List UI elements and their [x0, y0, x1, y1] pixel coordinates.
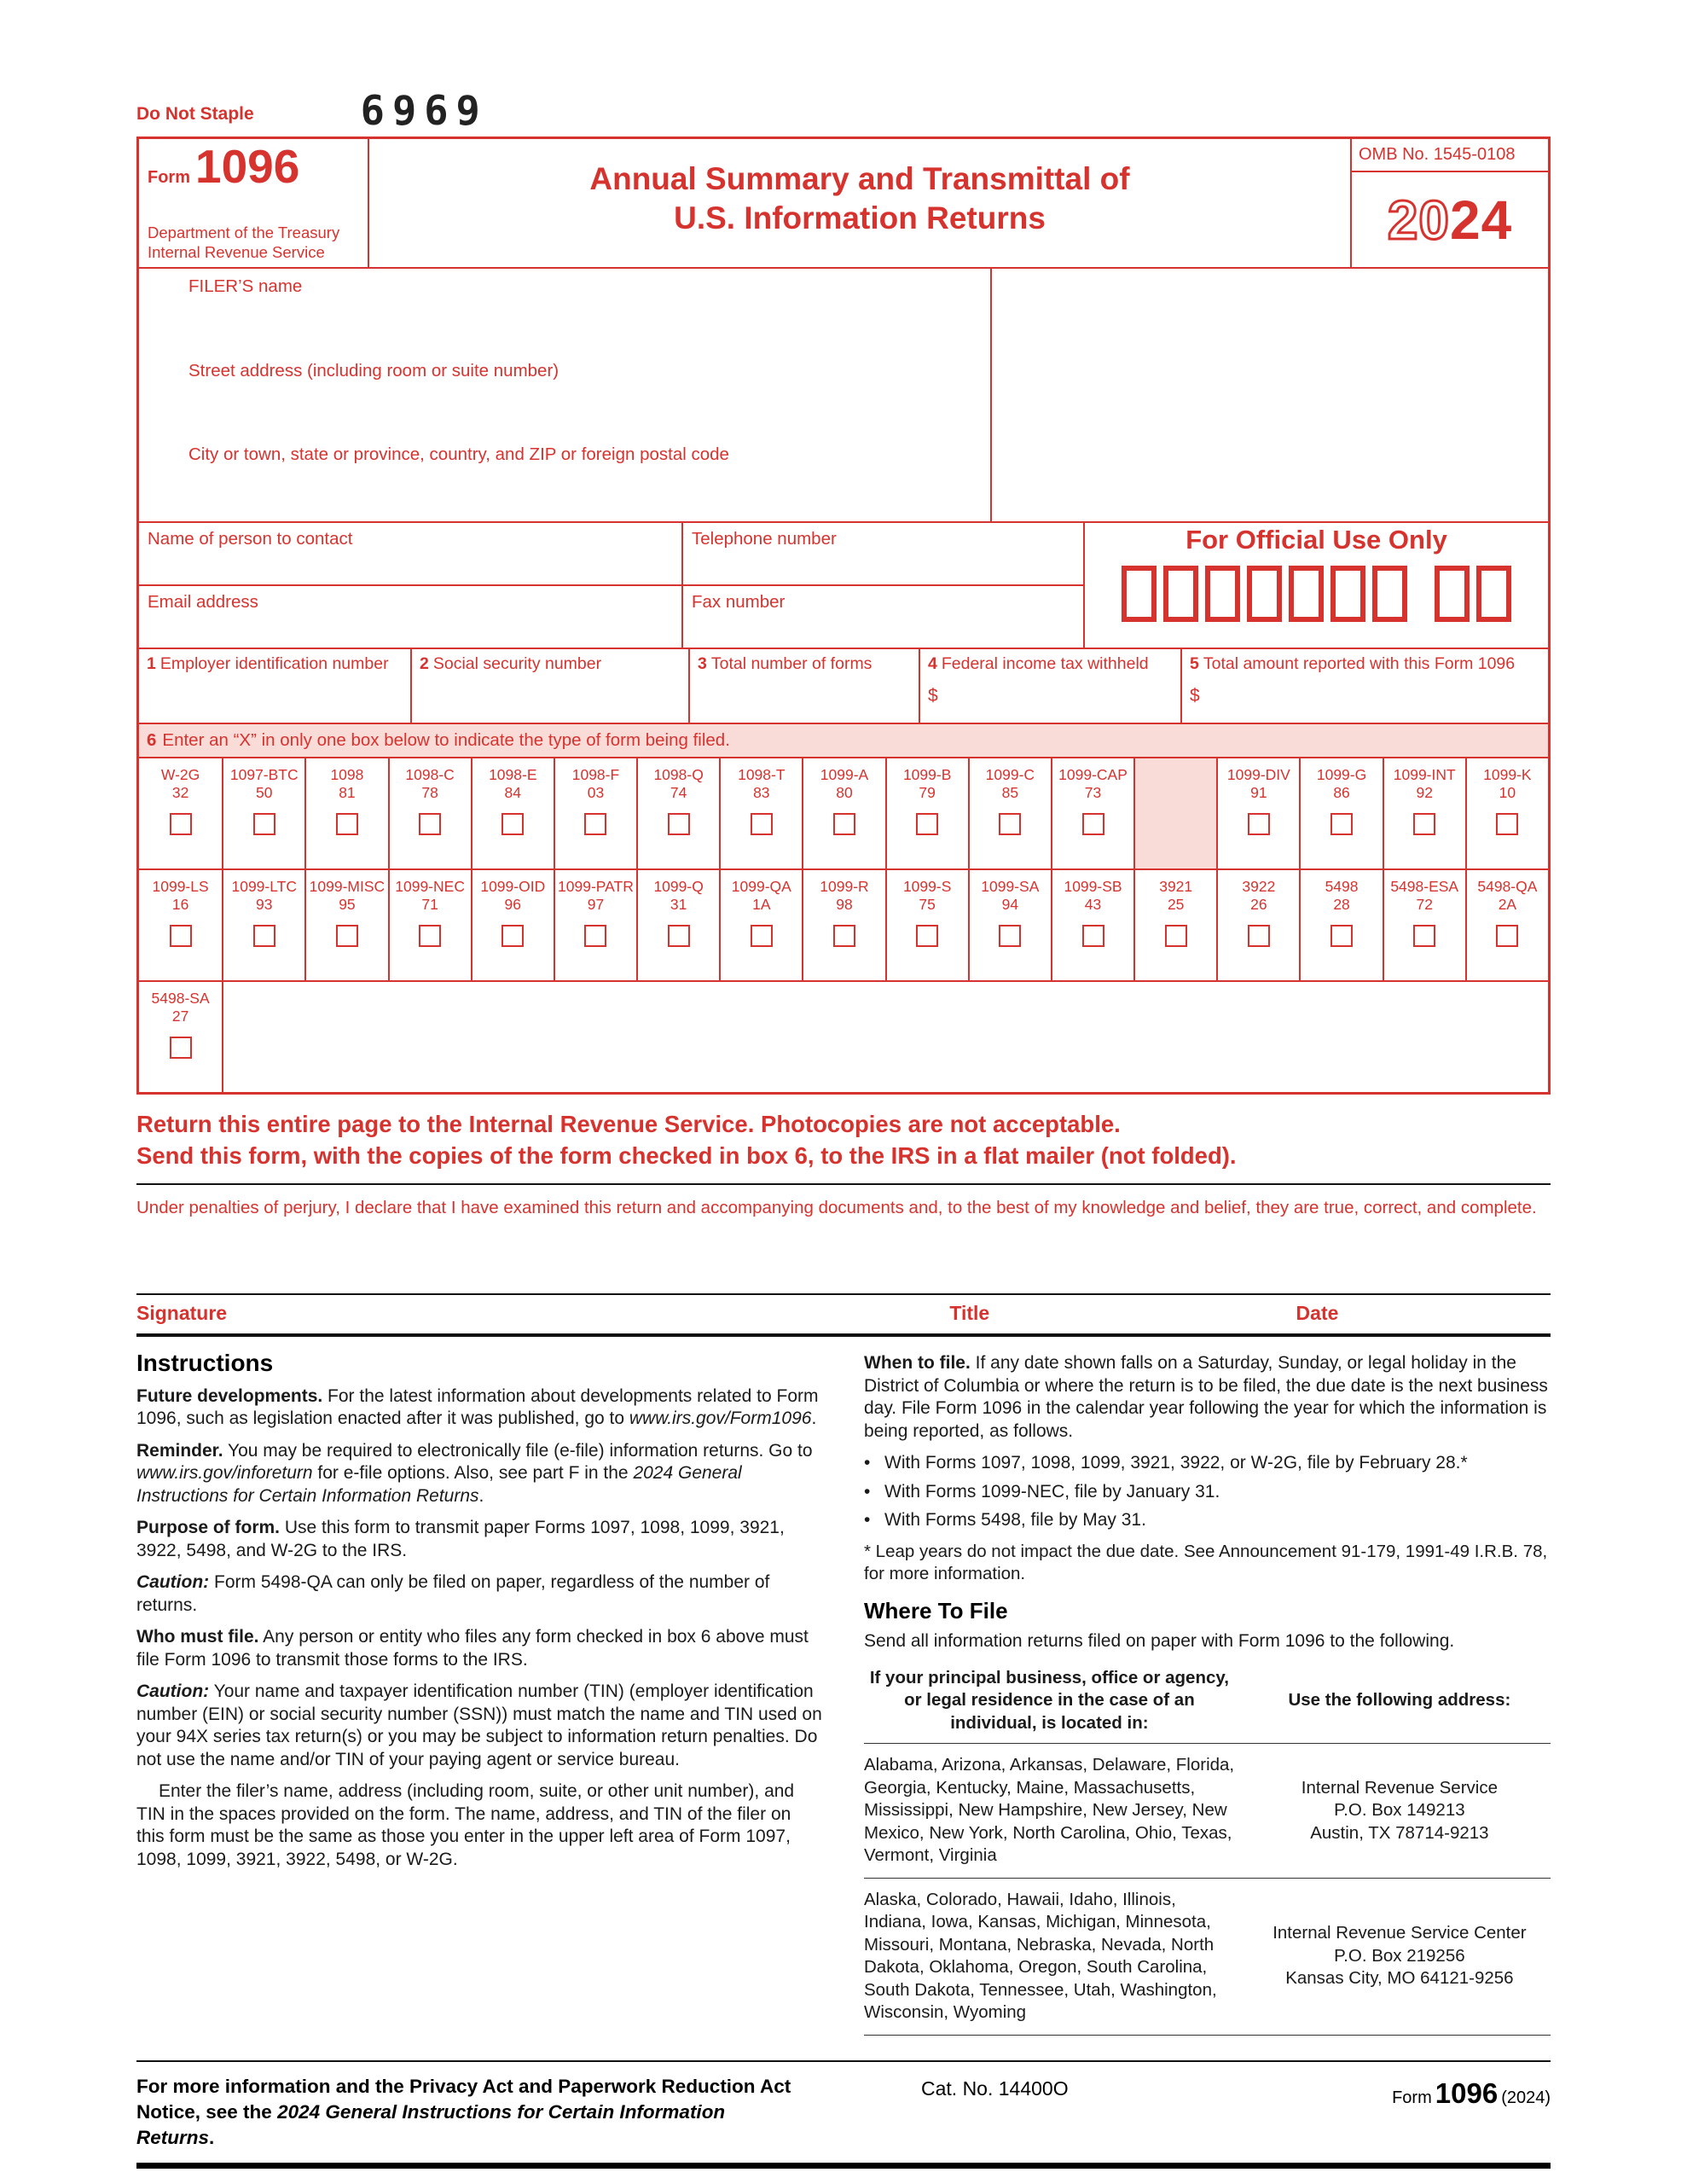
form-type-1099ltc [222, 870, 304, 980]
checkbox-1099misc[interactable] [336, 925, 358, 947]
form-type-row-1 [139, 757, 1548, 868]
checkbox-1099div[interactable] [1248, 813, 1270, 835]
form-type-code: 75 [919, 896, 936, 913]
form-type-code: 78 [421, 784, 438, 801]
telephone-field[interactable] [681, 523, 1083, 584]
form-type-1099b [885, 758, 968, 868]
checkbox-1099s[interactable] [916, 925, 938, 947]
date-label: Date [1296, 1302, 1339, 1324]
form-type-label: 5498-SA [151, 990, 210, 1007]
ssn-field-number: 2 [420, 654, 429, 673]
form-type-1099sb [1051, 870, 1133, 980]
checkbox-w2g[interactable] [170, 813, 192, 835]
total-amount-label: Total amount reported with this Form 1096 [1203, 654, 1516, 673]
where-table-row [864, 1879, 1551, 2036]
official-use-box [1330, 566, 1365, 622]
form-type-code: 27 [171, 1008, 189, 1025]
form-type-code: 32 [171, 784, 189, 801]
form-type-code: 92 [1416, 784, 1433, 801]
tax-withheld-field[interactable] [919, 649, 1180, 723]
street-address-field[interactable] [139, 353, 990, 438]
form-type-code: 2A [1498, 896, 1517, 913]
form-type-code: 95 [339, 896, 356, 913]
form-type-1099q [636, 870, 719, 980]
form-type-code: 85 [1001, 784, 1019, 801]
form-type-1099a [802, 758, 884, 868]
form-type-label: 1098-E [489, 766, 537, 783]
top-line [136, 88, 1551, 135]
form-type-label: 1099-OID [480, 878, 546, 895]
contact-name-field[interactable] [139, 523, 681, 584]
form-type-1098q [636, 758, 719, 868]
scanline-code: 6969 [360, 88, 488, 135]
form-type-code: 81 [339, 784, 356, 801]
form-type-label: W-2G [160, 766, 200, 783]
bullet-icon: • [864, 1481, 871, 1502]
para-enter-filer: Enter the filer’s name, address (including room, suite, or other unit number), and TIN in the spaces provided on the form. The name, address, and TIN of the filer on this form must be the same as those you enter in the upper left area of Form 1097, 1098, 1099, 3921, 3922, 5498, or W-2G. [136, 1781, 795, 1869]
form-type-label: 1099-Q [653, 878, 704, 895]
telephone-label: Telephone number [692, 529, 837, 549]
form-type-1099s [885, 870, 968, 980]
form-type-code: 93 [256, 896, 273, 913]
box6-text: Enter an “X” in only one box below to indicate the type of form being filed. [162, 730, 730, 750]
form-type-label: 3922 [1242, 878, 1276, 895]
filer-blank-area [992, 269, 1548, 521]
states-list: Alabama, Arizona, Arkansas, Delaware, Florida, Georgia, Kentucky, Maine, Massachusetts, Mississippi, New Hampshire, New Jersey, New Mexico, New York, North Carolina, Ohio, Texas, Vermont, Virginia [864, 1755, 1235, 1865]
official-use-box [1205, 566, 1240, 622]
form-type-code: 1A [752, 896, 771, 913]
form-type-code: 84 [504, 784, 522, 801]
dollar-sign: $ [928, 686, 938, 706]
tax-withheld-label: Federal income tax withheld [941, 654, 1149, 673]
checkbox-1099k[interactable] [1496, 813, 1518, 835]
ssn-field-label: Social security number [432, 654, 602, 673]
contact-grid [139, 523, 1083, 648]
official-use-box [1247, 566, 1282, 622]
form-type-5498 [1299, 870, 1382, 980]
para-purpose: Purpose of form. Use this form to transmit paper Forms 1097, 1098, 1099, 3921, 3922, 5498, and W-2G to the IRS. [136, 1518, 785, 1560]
checkbox-1099g[interactable] [1330, 813, 1353, 835]
official-use-label: For Official Use Only [1186, 525, 1447, 555]
total-amount-number: 5 [1190, 654, 1199, 673]
checkbox-1099patr[interactable] [584, 925, 606, 947]
return-notice-2: Send this form, with the copies of the form checked in box 6, to the IRS in a flat mailer (not folded). [136, 1142, 1237, 1169]
form-type-3921 [1133, 870, 1216, 980]
form-type-label: 1099-NEC [395, 878, 465, 895]
checkbox-5498[interactable] [1330, 925, 1353, 947]
checkbox-1098[interactable] [336, 813, 358, 835]
form-title-line-2: U.S. Information Returns [674, 200, 1046, 235]
form-type-code: 43 [1084, 896, 1102, 913]
footer-form-year: (2024) [1501, 2088, 1551, 2107]
form-type-code: 31 [670, 896, 687, 913]
instructions-right-column [864, 1352, 1551, 2036]
form-type-1099ls [139, 870, 222, 980]
form-type-label: 1099-LS [152, 878, 209, 895]
checkbox-1099sa[interactable] [999, 925, 1021, 947]
contact-section [139, 521, 1548, 648]
amount-fields-row [139, 648, 1548, 723]
form-type-code: 16 [171, 896, 189, 913]
total-amount-field[interactable] [1180, 649, 1548, 723]
checkbox-1099b[interactable] [916, 813, 938, 835]
agency-line-1: Department of the Treasury [148, 224, 340, 241]
form-type-1099c [968, 758, 1051, 868]
where-to-file-heading: Where To File [864, 1597, 1008, 1623]
form-type-1098f [554, 758, 636, 868]
form-type-code: 79 [919, 784, 936, 801]
total-forms-field[interactable] [688, 649, 919, 723]
checkbox-1099q[interactable] [668, 925, 690, 947]
form-type-1099int [1383, 758, 1465, 868]
form-type-1098t [719, 758, 802, 868]
irs-link: www.irs.gov/Form1096 [629, 1409, 812, 1428]
email-label: Email address [148, 592, 258, 612]
form-type-label: 1099-QA [731, 878, 791, 895]
checkbox-1099a[interactable] [833, 813, 855, 835]
catalog-number: Cat. No. 14400O [921, 2077, 1069, 2100]
form-type-code: 97 [587, 896, 605, 913]
signature-labels [136, 1295, 1551, 1333]
form-type-5498qa [1465, 870, 1548, 980]
form-title-line-1: Annual Summary and Transmittal of [589, 161, 1130, 196]
checkbox-1099nec[interactable] [419, 925, 441, 947]
checkbox-1099c[interactable] [999, 813, 1021, 835]
form-type-label: 1099-R [820, 878, 869, 895]
filer-section [139, 267, 1548, 521]
form-type-1099qa [719, 870, 802, 980]
bullet-icon: • [864, 1453, 871, 1472]
form-type-1099k [1465, 758, 1548, 868]
form-type-label: 1098-C [405, 766, 455, 783]
official-use-box [1372, 566, 1407, 622]
checkbox-3921[interactable] [1165, 925, 1187, 947]
form-type-label: 1099-S [902, 878, 952, 895]
form-type-code: 80 [836, 784, 853, 801]
checkbox-5498esa[interactable] [1413, 925, 1435, 947]
street-address-label: Street address (including room or suite number) [188, 360, 559, 380]
instructions-section [136, 1352, 1551, 2036]
form-type-empty-area [222, 982, 1548, 1092]
bottom-scanline-bar [136, 2163, 1551, 2169]
divider-thick [136, 1333, 1551, 1337]
where-table-header [864, 1667, 1551, 1745]
contact-name-label: Name of person to contact [148, 529, 353, 549]
form-type-code: 96 [504, 896, 522, 913]
form-type-label: 1099-DIV [1226, 766, 1290, 783]
para-leap-years: * Leap years do not impact the due date. See Announcement 91-179, 1991-49 I.R.B. 78, for more information. [864, 1541, 1548, 1583]
form-type-label: 1099-SB [1064, 878, 1122, 895]
ein-field[interactable] [139, 649, 410, 723]
checkbox-5498sa[interactable] [170, 1037, 192, 1059]
form-type-label: 1098-F [571, 766, 620, 783]
form-type-1097btc [222, 758, 304, 868]
form-type-3922 [1216, 870, 1299, 980]
fax-field[interactable] [681, 586, 1083, 648]
dollar-sign: $ [1190, 686, 1200, 706]
form-title [369, 139, 1350, 267]
signature-label: Signature [136, 1302, 228, 1324]
form-type-1099oid [471, 870, 554, 980]
checkbox-1098t[interactable] [751, 813, 773, 835]
form-type-code: 50 [256, 784, 273, 801]
city-state-zip-field[interactable] [139, 437, 990, 521]
form-number: 1096 [195, 140, 300, 193]
form-type-label: 1097-BTC [229, 766, 299, 783]
form-type-1099patr [554, 870, 636, 980]
title-label: Title [949, 1302, 990, 1324]
form-type-label: 1098-T [738, 766, 786, 783]
form-type-label: 1099-SA [981, 878, 1040, 895]
perjury-statement: Under penalties of perjury, I declare that I have examined this return and accompanying documents and, to the best of my knowledge and belief, they are true, correct, and complete. [136, 1198, 1537, 1217]
form-number-block [139, 139, 369, 267]
official-use-box [1122, 566, 1157, 622]
irs-address: Internal Revenue Service Center P.O. Box 219256 Kansas City, MO 64121-9256 [1272, 1923, 1527, 1989]
form-type-code: 73 [1084, 784, 1102, 801]
form-word-label: Form [148, 168, 190, 187]
irs-link: www.irs.gov/inforeturn [136, 1463, 313, 1483]
instructions-heading: Instructions [136, 1350, 274, 1376]
para-who-must-file: Who must file. Any person or entity who files any form checked in box 6 above must file Form 1096 to transmit those forms to the IRS. [136, 1627, 809, 1670]
form-type-code: 72 [1416, 896, 1433, 913]
form-header [139, 139, 1548, 267]
where-table-row [864, 1744, 1551, 1879]
form-type-label: 1099-INT [1393, 766, 1456, 783]
footer-form-word: Form [1392, 2088, 1432, 2107]
footer-form-number: 1096 [1435, 2077, 1499, 2109]
contact-row-2 [139, 584, 1083, 648]
where-header-right: Use the following address: [1288, 1690, 1511, 1710]
form-type-label: 1099-CAP [1058, 766, 1128, 783]
bullet-january: • With Forms 1099-NEC, file by January 31. [864, 1481, 1551, 1504]
form-frame [136, 136, 1551, 1095]
bullet-may: • With Forms 5498, file by May 31. [864, 1509, 1551, 1532]
form-type-code: 25 [1167, 896, 1185, 913]
form-type-label: 1098-Q [653, 766, 704, 783]
divider [136, 1183, 1551, 1185]
form-type-label: 1098 [330, 766, 364, 783]
form-type-label: 3921 [1159, 878, 1193, 895]
form-type-label: 1099-A [820, 766, 869, 783]
para-reminder: Reminder. You may be required to electronically file (e-file) information returns. Go to www.irs.gov/inforeturn for e-file options. Also, see part F in the 2024 General Instructions for Certain Information Returns. [136, 1440, 813, 1506]
checkbox-1099qa[interactable] [751, 925, 773, 947]
form-type-1098e [471, 758, 554, 868]
instructions-left-column [136, 1352, 823, 2036]
form-type-label: 1099-B [902, 766, 952, 783]
where-to-file-table [864, 1667, 1551, 2036]
form-type-1099misc [304, 870, 387, 980]
form-type-1099sa [968, 870, 1051, 980]
ein-field-label: Employer identification number [159, 654, 389, 673]
filer-name-label: FILER’S name [188, 276, 303, 296]
agency-block [148, 223, 359, 262]
form-type-label: 1099-MISC [309, 878, 386, 895]
ein-field-number: 1 [147, 654, 156, 673]
where-header-left: If your principal business, office or agency, or legal residence in the case of an individual, is located in: [869, 1667, 1229, 1733]
form-type-label: 1099-PATR [558, 878, 634, 895]
form-type-1098c [388, 758, 471, 868]
form-type-code: 91 [1250, 784, 1267, 801]
checkbox-1099cap[interactable] [1082, 813, 1104, 835]
tax-withheld-number: 4 [928, 654, 937, 673]
checkbox-1098q[interactable] [668, 813, 690, 835]
form-type-label: 1099-LTC [231, 878, 298, 895]
form-type-label: 5498 [1325, 878, 1359, 895]
total-forms-number: 3 [698, 654, 707, 673]
para-caution-tin: Caution: Your name and taxpayer identification number (TIN) (employer identification number (EIN) or social security number (SSN)) must match the name and TIN used on your 94X series tax return(s) or you may be subject to information return penalties. Do not use the name and/or TIN of your paying agent or service bureau. [136, 1682, 822, 1769]
form-type-label: 5498-ESA [1390, 878, 1459, 895]
form-type-label: 1099-C [985, 766, 1035, 783]
box6-instruction [139, 723, 1548, 757]
checkbox-1097btc[interactable] [253, 813, 275, 835]
checkbox-1099int[interactable] [1413, 813, 1435, 835]
signature-field[interactable] [136, 1218, 1551, 1293]
form-type-1099nec [388, 870, 471, 980]
omb-number: OMB No. 1545-0108 [1352, 139, 1548, 172]
filer-name-field[interactable] [139, 269, 990, 353]
irs-address: Internal Revenue Service P.O. Box 149213 Austin, TX 78714-9213 [1301, 1777, 1498, 1843]
checkbox-3922[interactable] [1248, 925, 1270, 947]
checkbox-1098f[interactable] [584, 813, 606, 835]
form-type-blank-cell [1133, 758, 1216, 868]
official-use-boxes [1085, 566, 1548, 622]
checkbox-1099ls[interactable] [170, 925, 192, 947]
form-type-code: 83 [753, 784, 770, 801]
para-caution-5498qa: Caution: Form 5498-QA can only be filed on paper, regardless of the number of returns. [136, 1572, 770, 1615]
official-use-box [1435, 566, 1470, 622]
form-type-label: 5498-QA [1477, 878, 1538, 895]
official-use-box [1476, 566, 1511, 622]
fax-label: Fax number [692, 592, 786, 612]
form-type-code: 71 [421, 896, 438, 913]
form-type-code: 28 [1333, 896, 1350, 913]
city-state-zip-label: City or town, state or province, country, and ZIP or foreign postal code [188, 444, 729, 465]
form-type-5498esa [1383, 870, 1465, 980]
checkbox-1099oid[interactable] [501, 925, 524, 947]
form-type-row-3 [139, 980, 1548, 1092]
tax-year-prefix: 20 [1387, 189, 1450, 251]
para-future-developments: Future developments. For the latest information about developments related to Form 1096, such as legislation enacted after it was published, go to www.irs.gov/Form1096. [136, 1385, 819, 1428]
agency-line-2: Internal Revenue Service [148, 243, 325, 261]
omb-year-block [1350, 139, 1548, 267]
checkbox-1098e[interactable] [501, 813, 524, 835]
footer-form-id [1392, 2074, 1551, 2110]
total-forms-label: Total number of forms [710, 654, 872, 673]
form-type-1098 [304, 758, 387, 868]
tax-year-suffix: 24 [1450, 189, 1513, 251]
form-type-1099div [1216, 758, 1299, 868]
para-where-intro: Send all information returns filed on paper with Form 1096 to the following. [864, 1631, 1455, 1651]
form-type-5498sa [139, 982, 222, 1092]
form-type-code: 03 [587, 784, 605, 801]
contact-row-1 [139, 523, 1083, 584]
checkbox-1099ltc[interactable] [253, 925, 275, 947]
form-type-code: 26 [1250, 896, 1267, 913]
checkbox-1098c[interactable] [419, 813, 441, 835]
footer-notice: For more information and the Privacy Act and Paperwork Reduction Act Notice, see the 2024 General Instructions for Certain Information Returns. [136, 2076, 791, 2148]
form-type-code: 98 [836, 896, 853, 913]
ssn-field[interactable] [410, 649, 688, 723]
tax-year [1352, 172, 1548, 267]
checkbox-1099r[interactable] [833, 925, 855, 947]
footer [136, 2062, 1551, 2151]
bullet-february: • With Forms 1097, 1098, 1099, 3921, 3922, or W-2G, file by February 28.* [864, 1452, 1551, 1475]
box6-number: 6 [147, 730, 157, 750]
form-number-line [148, 140, 359, 193]
official-use-box [1289, 566, 1324, 622]
form-type-code: 94 [1001, 896, 1019, 913]
email-field[interactable] [139, 586, 681, 648]
form-type-1099cap [1051, 758, 1133, 868]
official-use-box [1163, 566, 1198, 622]
do-not-staple-label: Do Not Staple [136, 104, 254, 124]
para-when-to-file: When to file. If any date shown falls on a Saturday, Sunday, or legal holiday in the District of Columbia or where the return is to be filed, the due date is the next business day. File Form 1096 in the calendar year following the year for which the information is being reported, as follows. [864, 1353, 1548, 1441]
form-type-code: 74 [670, 784, 687, 801]
form-type-row-2 [139, 868, 1548, 980]
checkbox-1099sb[interactable] [1082, 925, 1104, 947]
form-type-w2g [139, 758, 222, 868]
bullet-icon: • [864, 1510, 871, 1530]
form-type-code: 86 [1333, 784, 1350, 801]
official-use-area [1083, 523, 1548, 648]
states-list: Alaska, Colorado, Hawaii, Idaho, Illinois, Indiana, Iowa, Kansas, Michigan, Minnesota, Missouri, Montana, Nebraska, Nevada, North Dakota, Oklahoma, Oregon, South Carolina, South Dakota, Tennessee, Utah, Washington, Wisconsin, Wyoming [864, 1889, 1217, 2022]
form-type-code: 10 [1499, 784, 1516, 801]
form-type-label: 1099-K [1483, 766, 1532, 783]
filer-address-box [139, 269, 992, 521]
checkbox-5498qa[interactable] [1496, 925, 1518, 947]
form-type-1099g [1299, 758, 1382, 868]
return-notice-1: Return this entire page to the Internal Revenue Service. Photocopies are not acceptable. [136, 1111, 1121, 1137]
form-type-label: 1099-G [1316, 766, 1367, 783]
form-type-1099r [802, 870, 884, 980]
